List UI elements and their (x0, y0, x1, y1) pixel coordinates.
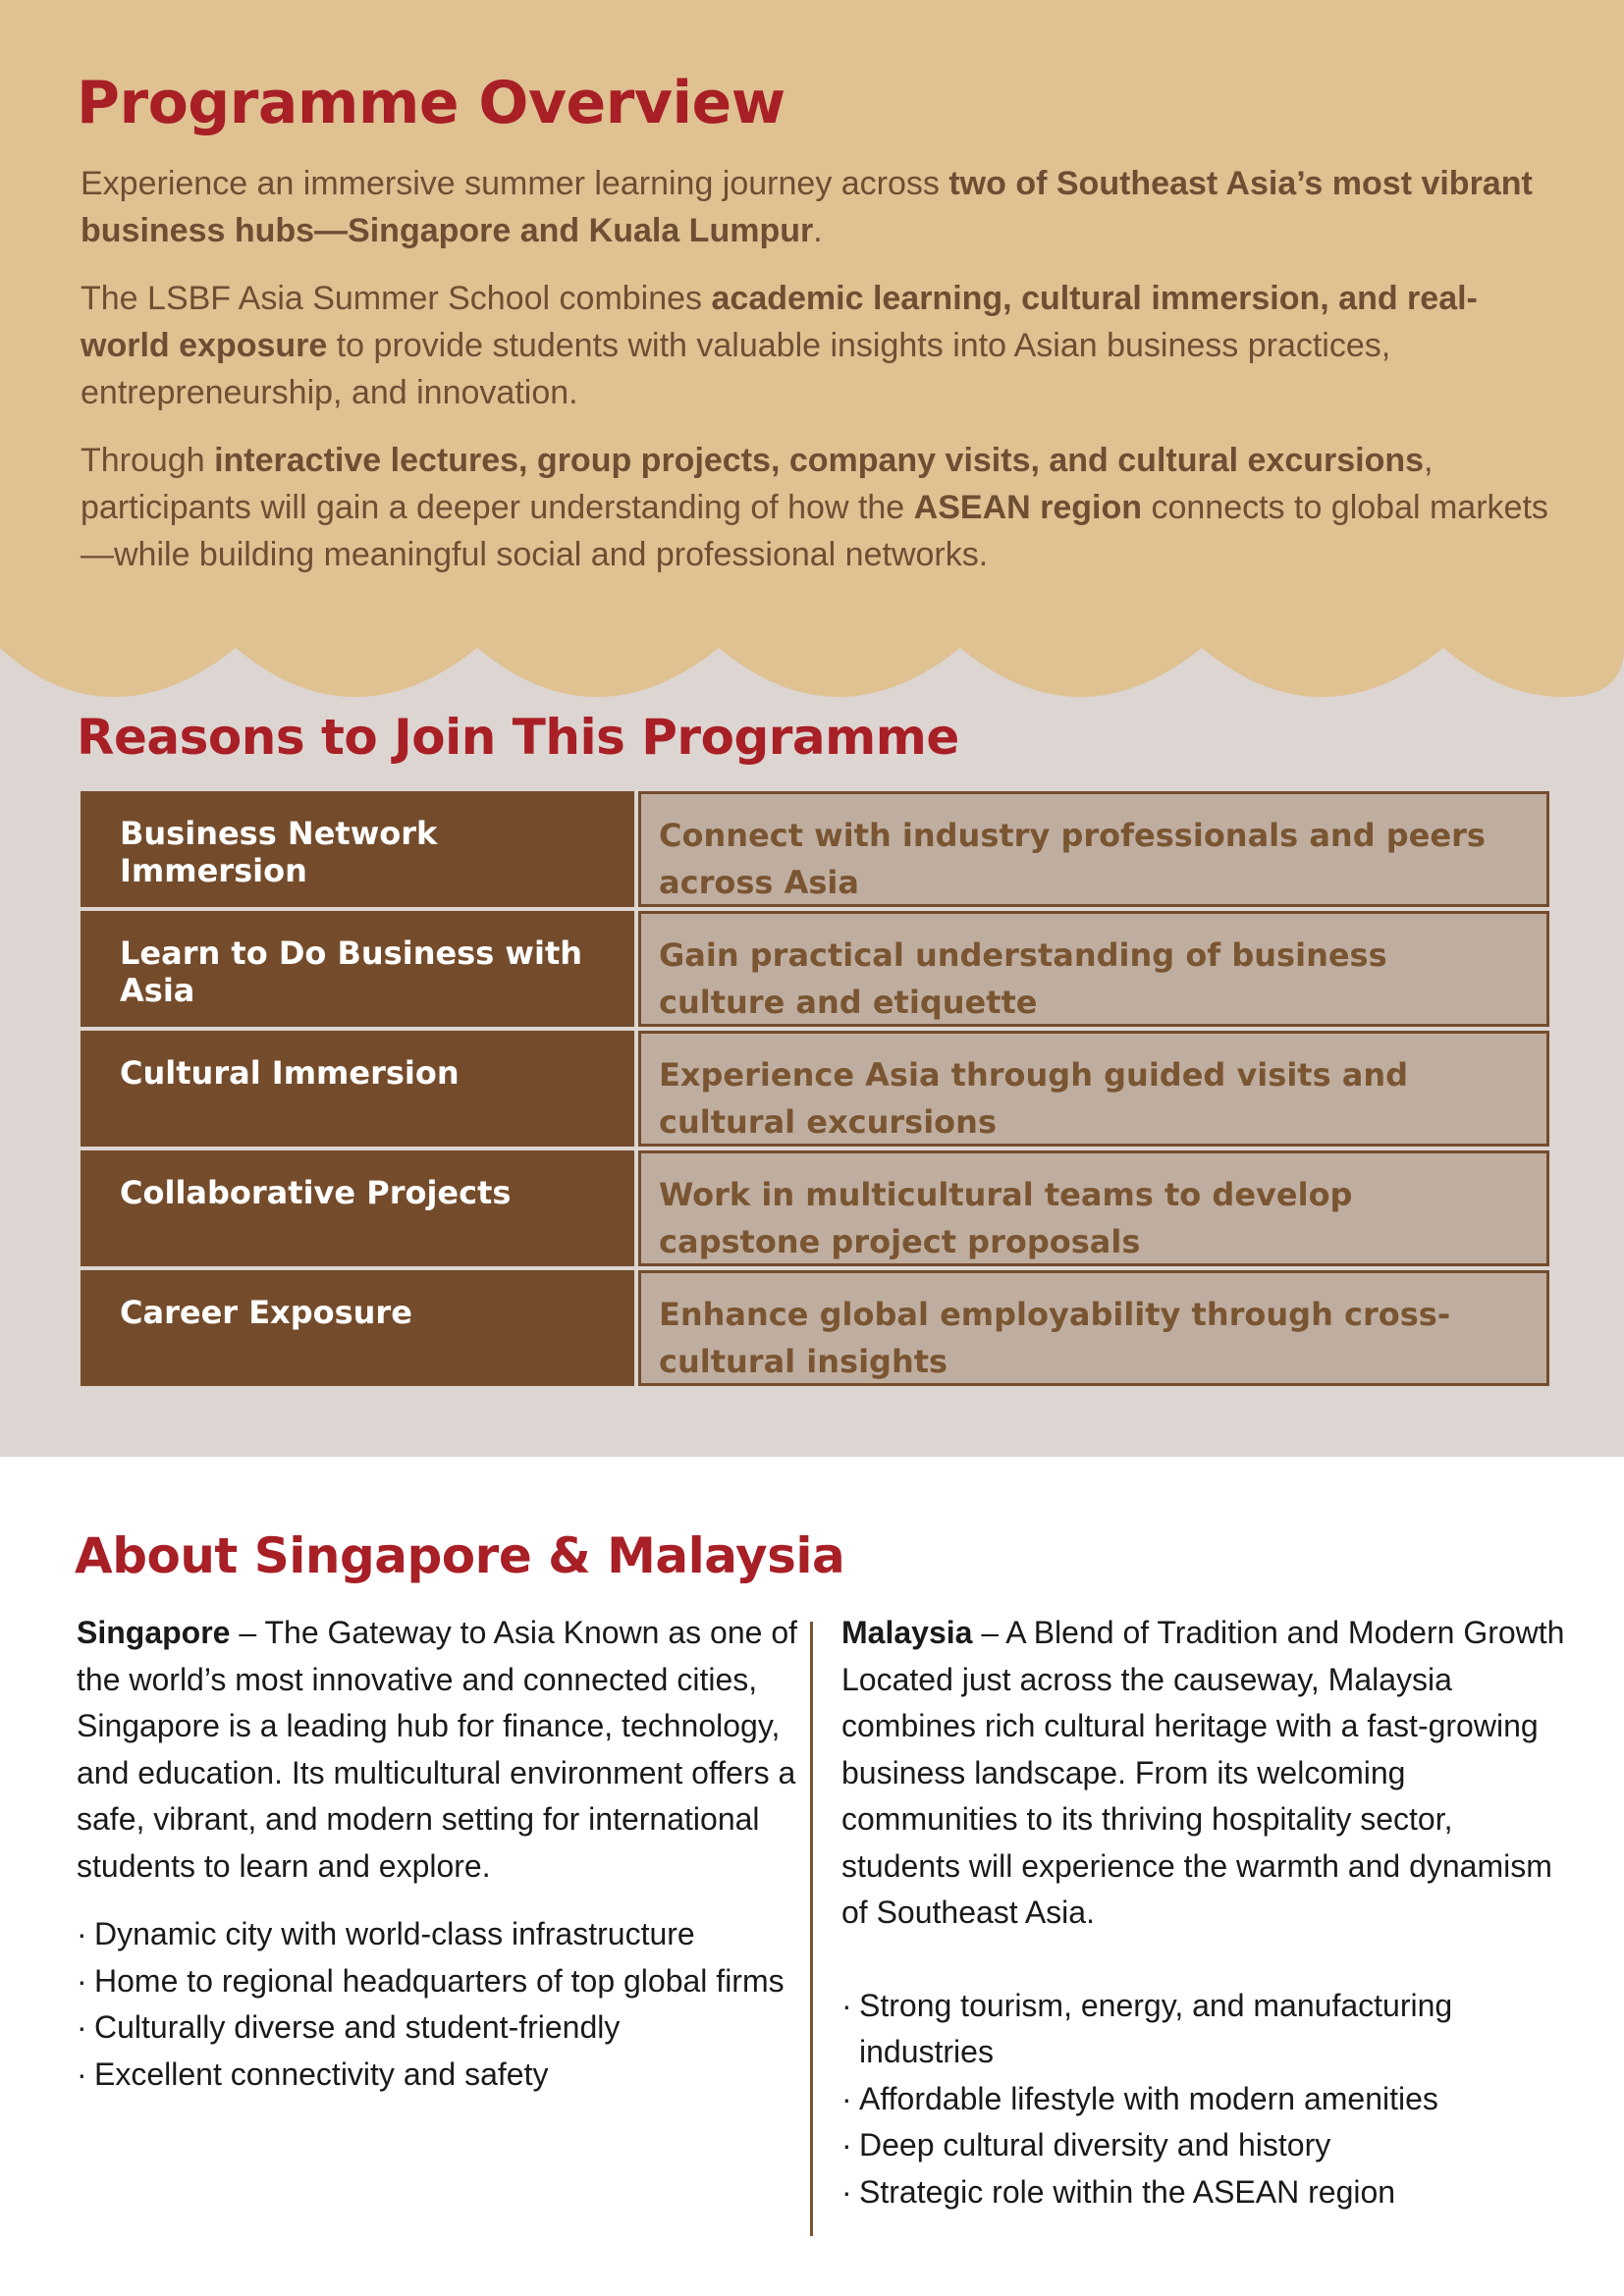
malaysia-name: Malaysia (841, 1615, 973, 1650)
reasons-table (81, 791, 1549, 1390)
about-title: About Singapore & Malaysia (75, 1527, 845, 1584)
overview-text (81, 160, 1553, 599)
reason-description: Enhance global employability through cross-cultural insights (638, 1270, 1549, 1386)
overview-title: Programme Overview (77, 69, 785, 137)
list-item: · Deep cultural diversity and history (841, 2122, 1568, 2169)
reason-name: Career Exposure (81, 1270, 634, 1386)
malaysia-column (841, 1610, 1568, 2216)
reasons-title: Reasons to Join This Programme (77, 709, 959, 766)
malaysia-bullets (841, 1983, 1568, 2216)
reason-description: Connect with industry professionals and peers across Asia (638, 791, 1549, 907)
reason-description: Gain practical understanding of business culture and etiquette (638, 911, 1549, 1027)
column-divider (810, 1622, 813, 2236)
reason-name: Cultural Immersion (81, 1031, 634, 1147)
singapore-bullets (77, 1911, 803, 2098)
singapore-column (77, 1610, 803, 2098)
list-item: · Strong tourism, energy, and manufacturing industries (841, 1983, 1568, 2076)
reason-name: Collaborative Projects (81, 1150, 634, 1266)
list-item: · Culturally diverse and student-friendly (77, 2004, 803, 2052)
list-item: · Excellent connectivity and safety (77, 2052, 803, 2099)
reason-row (81, 1150, 1549, 1266)
singapore-name: Singapore (77, 1615, 231, 1650)
list-item: · Strategic role within the ASEAN region (841, 2169, 1568, 2216)
overview-paragraph-2: The LSBF Asia Summer School combines academic learning, cultural immersion, and real-world exposure to provide students with valuable insights into Asian business practices, entrepreneurship, and innovation. (81, 280, 1478, 411)
overview-paragraph-1: Experience an immersive summer learning journey across two of Southeast Asia’s most vibrant business hubs—Singapore and Kuala Lumpur. (81, 165, 1533, 249)
reason-name: Business Network Immersion (81, 791, 634, 907)
reason-row (81, 1270, 1549, 1386)
reason-row (81, 791, 1549, 907)
reason-description: Experience Asia through guided visits and cultural excursions (638, 1031, 1549, 1147)
list-item: · Affordable lifestyle with modern amenities (841, 2076, 1568, 2123)
reason-name: Learn to Do Business with Asia (81, 911, 634, 1027)
scalloped-edge (0, 589, 1624, 707)
reason-description: Work in multicultural teams to develop capstone project proposals (638, 1150, 1549, 1266)
list-item: · Home to regional headquarters of top global firms (77, 1958, 803, 2005)
overview-paragraph-3: Through interactive lectures, group projects, company visits, and cultural excursions, participants will gain a deeper understanding of how the ASEAN region connects to global markets—while building meaningful social and professional networks. (81, 442, 1548, 573)
list-item: · Dynamic city with world-class infrastructure (77, 1911, 803, 1958)
malaysia-intro: Malaysia – A Blend of Tradition and Modern Growth Located just across the causeway, Malaysia combines rich cultural heritage with a fast-growing business landscape. From its welcoming communities to its thriving hospitality sector, students will experience the warmth and dynamism of Southeast Asia. (841, 1615, 1565, 1930)
reason-row (81, 911, 1549, 1027)
reason-row (81, 1031, 1549, 1147)
singapore-intro: Singapore – The Gateway to Asia Known as one of the world’s most innovative and connected cities, Singapore is a leading hub for finance, technology, and education. Its multicultural environment offers a safe, vibrant, and modern setting for international students to learn and explore. (77, 1615, 798, 1884)
